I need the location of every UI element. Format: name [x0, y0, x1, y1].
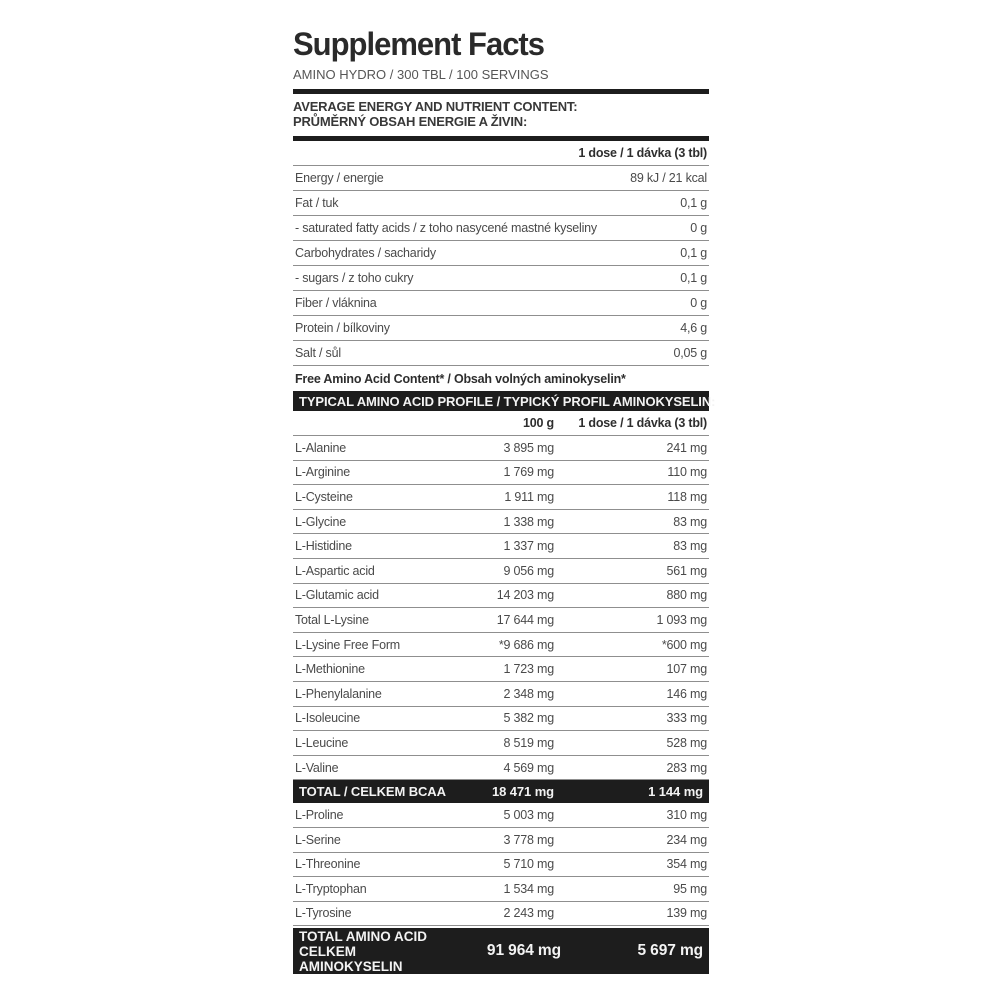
nutrient-value: 0,05 g [673, 346, 707, 360]
amino-per-dose: 528 mg [666, 735, 707, 750]
total-amino-acid-row [293, 928, 709, 974]
amino-name: L-Lysine Free Form [295, 637, 400, 652]
total-bcaa-row [293, 780, 709, 803]
amino-per-dose: 234 mg [666, 832, 707, 847]
nutrient-row [293, 266, 709, 291]
amino-per-100g: 8 519 mg [503, 735, 554, 750]
free-amino-acid-note: Free Amino Acid Content* / Obsah volných aminokyselin* [295, 371, 626, 386]
total-amino-label [299, 929, 441, 974]
amino-name: L-Threonine [295, 857, 361, 872]
amino-table-lower [293, 803, 709, 926]
amino-per-dose: 110 mg [667, 465, 707, 480]
amino-row [293, 436, 709, 461]
nutrient-row [293, 166, 709, 191]
amino-per-100g: 1 911 mg [504, 489, 554, 504]
amino-row [293, 510, 709, 535]
nutrient-value: 0,1 g [680, 271, 707, 285]
total-amino-per-100g: 91 964 mg [486, 942, 561, 960]
amino-name: L-Proline [295, 808, 344, 823]
nutrient-value: 0,1 g [680, 196, 707, 210]
amino-row [293, 828, 709, 853]
amino-per-dose: *600 mg [661, 637, 707, 652]
amino-name: L-Arginine [295, 465, 350, 480]
dose-column-header: 1 dose / 1 dávka (3 tbl) [578, 146, 707, 160]
amino-name: L-Methionine [295, 662, 365, 677]
amino-per-100g: 1 337 mg [503, 539, 554, 554]
nutrient-row [293, 316, 709, 341]
amino-per-dose: 561 mg [666, 563, 707, 578]
amino-per-100g: 9 056 mg [503, 563, 554, 578]
amino-row [293, 731, 709, 756]
amino-profile-section-header: TYPICAL AMINO ACID PROFILE / TYPICKÝ PROFIL AMINOKYSELIN: [293, 391, 709, 411]
amino-row [293, 853, 709, 878]
amino-per-dose: 241 mg [666, 440, 707, 455]
amino-per-100g: 14 203 mg [496, 588, 554, 603]
amino-name: L-Alanine [295, 440, 347, 455]
nutrient-value: 4,6 g [680, 321, 707, 335]
amino-per-100g: 5 003 mg [503, 808, 554, 823]
amino-name: L-Aspartic acid [295, 563, 375, 578]
amino-per-dose: 880 mg [666, 588, 707, 603]
amino-row [293, 534, 709, 559]
amino-per-dose: 118 mg [667, 489, 707, 504]
nutrient-value: 0 g [690, 296, 707, 310]
amino-row [293, 707, 709, 732]
amino-per-100g: 5 382 mg [503, 711, 554, 726]
page-title: Supplement Facts [293, 26, 544, 63]
amino-row [293, 877, 709, 902]
product-info: AMINO HYDRO / 300 TBL / 100 SERVINGS [293, 67, 549, 82]
nutrient-value: 0 g [690, 221, 707, 235]
amino-row [293, 756, 709, 781]
total-amino-per-dose: 5 697 mg [637, 942, 703, 960]
amino-table-upper [293, 436, 709, 780]
nutrient-label: - sugars / z toho cukry [295, 271, 414, 285]
total-bcaa-per-dose: 1 144 mg [648, 784, 703, 800]
amino-row [293, 608, 709, 633]
amino-row [293, 584, 709, 609]
nutrient-label: Protein / bílkoviny [295, 321, 390, 335]
amino-name: L-Isoleucine [295, 711, 361, 726]
total-bcaa-label: TOTAL / CELKEM BCAA [299, 784, 446, 800]
amino-name: L-Tyrosine [295, 906, 352, 921]
amino-row [293, 485, 709, 510]
amino-per-dose: 354 mg [666, 857, 707, 872]
amino-row [293, 902, 709, 927]
amino-per-dose: 107 mg [666, 662, 707, 677]
nutrient-label: Carbohydrates / sacharidy [295, 246, 436, 260]
nutrient-row [293, 291, 709, 316]
amino-per-dose: 310 mg [666, 808, 707, 823]
amino-name: L-Phenylalanine [295, 686, 382, 701]
nutrient-row [293, 191, 709, 216]
amino-per-dose: 283 mg [666, 760, 707, 775]
col-header-100g: 100 g [523, 416, 554, 430]
amino-per-100g: 1 534 mg [503, 881, 554, 896]
amino-per-dose: 146 mg [666, 686, 707, 701]
nutrient-value: 0,1 g [680, 246, 707, 260]
amino-name: L-Cysteine [295, 489, 353, 504]
amino-per-100g: 3 778 mg [503, 832, 554, 847]
amino-per-100g: 1 723 mg [503, 662, 554, 677]
amino-row [293, 657, 709, 682]
amino-name: Total L-Lysine [295, 612, 369, 627]
amino-row [293, 559, 709, 584]
nutrient-table [293, 166, 709, 366]
nutrient-value: 89 kJ / 21 kcal [630, 171, 707, 185]
amino-per-100g: *9 686 mg [498, 637, 554, 652]
amino-per-100g: 3 895 mg [503, 440, 554, 455]
nutrient-label: Salt / sůl [295, 346, 341, 360]
nutrient-label: Fiber / vláknina [295, 296, 377, 310]
total-amino-label-line2: CELKEM AMINOKYSELIN [299, 943, 403, 974]
amino-per-100g: 1 769 mg [503, 465, 554, 480]
amino-name: L-Glutamic acid [295, 588, 379, 603]
amino-per-dose: 95 mg [673, 881, 707, 896]
amino-per-100g: 2 243 mg [503, 906, 554, 921]
amino-name: L-Histidine [295, 539, 352, 554]
supplement-facts-label [293, 26, 716, 974]
nutrient-row [293, 241, 709, 266]
amino-column-header-row [293, 411, 709, 436]
amino-per-dose: 139 mg [666, 906, 707, 921]
amino-name: L-Tryptophan [295, 881, 367, 896]
divider-bar-top [293, 89, 709, 94]
nutrient-row [293, 341, 709, 366]
amino-per-dose: 333 mg [666, 711, 707, 726]
amino-row [293, 461, 709, 486]
amino-name: L-Serine [295, 832, 341, 847]
nutrient-row [293, 216, 709, 241]
amino-name: L-Leucine [295, 735, 349, 750]
dose-column-header-row [293, 141, 709, 166]
amino-per-100g: 17 644 mg [496, 612, 554, 627]
amino-per-dose: 83 mg [673, 539, 707, 554]
amino-per-100g: 5 710 mg [503, 857, 554, 872]
amino-row [293, 633, 709, 658]
amino-per-dose: 83 mg [673, 514, 707, 529]
amino-row [293, 803, 709, 828]
col-header-dose: 1 dose / 1 dávka (3 tbl) [578, 416, 707, 430]
nutrient-label: - saturated fatty acids / z toho nasycené mastné kyseliny [295, 221, 597, 235]
section-heading-cs: PRŮMĚRNÝ OBSAH ENERGIE A ŽIVIN: [293, 113, 528, 129]
amino-name: L-Valine [295, 760, 339, 775]
nutrient-label: Fat / tuk [295, 196, 339, 210]
total-bcaa-per-100g: 18 471 mg [492, 784, 554, 800]
section-heading [293, 100, 709, 129]
amino-per-dose: 1 093 mg [656, 612, 707, 627]
amino-name: L-Glycine [295, 514, 346, 529]
total-amino-label-line1: TOTAL AMINO ACID [299, 928, 427, 944]
amino-per-100g: 4 569 mg [503, 760, 554, 775]
nutrient-label: Energy / energie [295, 171, 384, 185]
amino-per-100g: 1 338 mg [503, 514, 554, 529]
section-heading-en: AVERAGE ENERGY AND NUTRIENT CONTENT: [293, 99, 578, 114]
amino-row [293, 682, 709, 707]
amino-per-100g: 2 348 mg [503, 686, 554, 701]
